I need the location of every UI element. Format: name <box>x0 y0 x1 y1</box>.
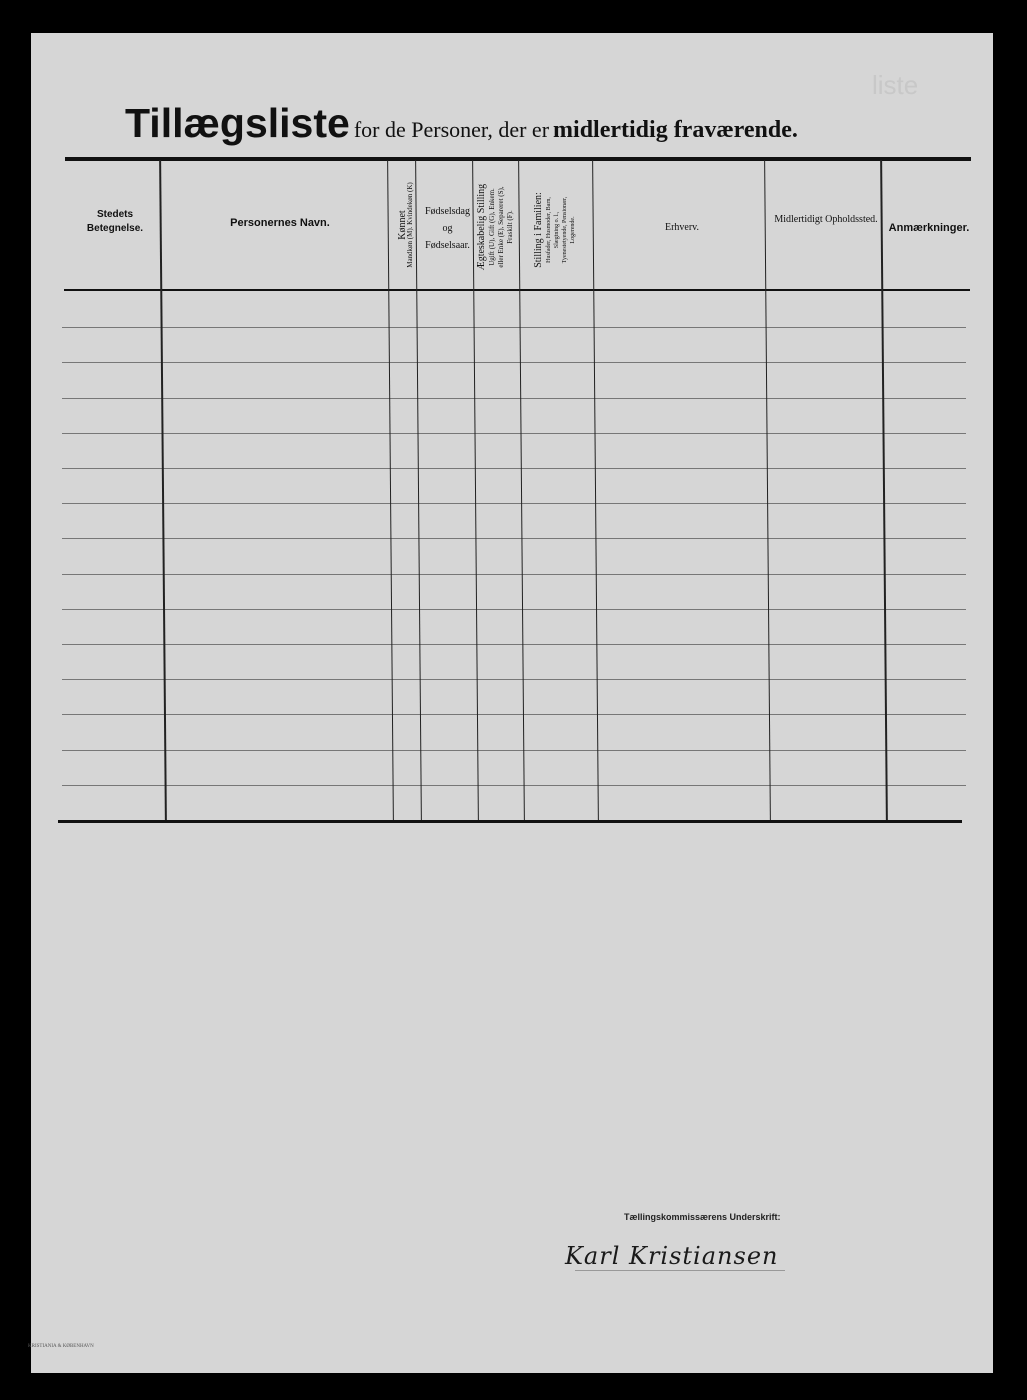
title-main: Tillægsliste <box>125 100 350 146</box>
header-fodselsdag: Fødselsdag og Fødselsaar. <box>425 206 470 251</box>
bottom-rule <box>58 820 962 823</box>
printer-mark: KRISTIANIA & KØBENHAVN <box>28 1344 94 1349</box>
bleed-through-text: liste <box>872 70 919 100</box>
table-row-line <box>62 644 966 645</box>
signature-label: Tællingskommissærens Underskrift: <box>624 1212 781 1222</box>
header-familie-sub4: Logerende. <box>570 216 576 244</box>
table-row-line <box>62 362 966 363</box>
title-subtitle: for de Personer, der er <box>353 117 550 142</box>
header-familie-sub1: Husfader, Husmoder, Barn, <box>546 197 552 263</box>
table-row-line <box>62 327 966 328</box>
table-row-line <box>62 679 966 680</box>
header-anmaerkninger: Anmærkninger. <box>888 222 970 234</box>
header-navn: Personernes Navn. <box>230 217 330 229</box>
signature-underline <box>575 1270 785 1271</box>
header-familie-sub2: Slægtning o. l., <box>554 211 560 249</box>
header-familie-title: Stilling i Familien: <box>533 192 544 268</box>
table-row-line <box>62 538 966 539</box>
handwritten-signature: Karl Kristiansen <box>565 1242 779 1270</box>
header-stedets: Stedets Betegnelse. <box>86 209 144 234</box>
table-row-line <box>62 398 966 399</box>
table-row-line <box>62 785 966 786</box>
header-konnet-sub: Mandkøn (M). Kvindekøn (K) <box>406 182 414 268</box>
header-aegteskab-sub1: Ugift (U), Gift (G), Enkem. <box>488 188 496 266</box>
table-row-line <box>62 750 966 751</box>
table-row-line <box>62 714 966 715</box>
header-rule <box>64 289 970 291</box>
header-aegteskab-sub2: eller Enke (E), Separeret (S), <box>497 186 505 268</box>
table-row-line <box>62 468 966 469</box>
form-title <box>125 100 798 147</box>
header-aegteskab-sub3: Fraskilt (F). <box>506 210 514 244</box>
header-konnet-title: Kønnet <box>397 210 408 240</box>
header-erhverv: Erhverv. <box>664 222 700 233</box>
table-row-line <box>62 503 966 504</box>
header-opholdssted: Midlertidigt Opholdssted. <box>774 214 878 225</box>
table-row-line <box>62 574 966 575</box>
title-emphasis: midlertidig fraværende. <box>553 117 798 143</box>
header-familie-sub3: Tyenestetyende, Pensionær, <box>562 196 568 264</box>
table-row-line <box>62 433 966 434</box>
header-aegteskab-title: Ægteskabelig Stilling <box>476 183 487 271</box>
table-row-line <box>62 609 966 610</box>
